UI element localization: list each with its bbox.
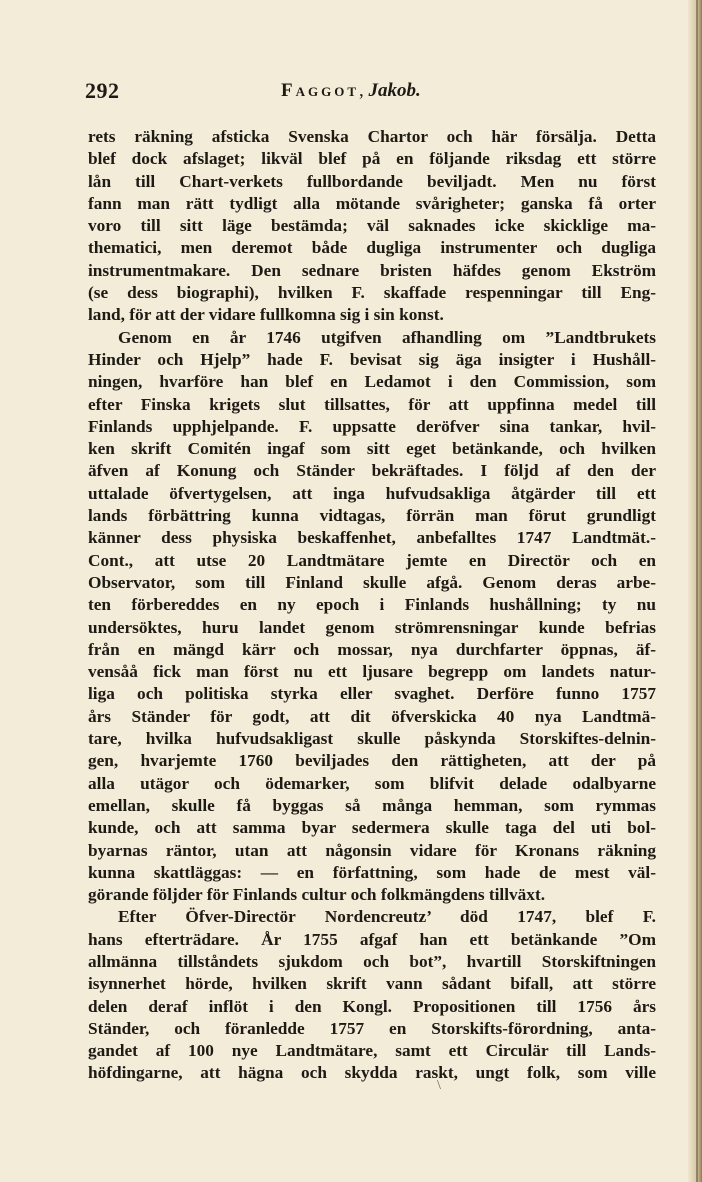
text-line: äfven af Konung och Ständer bekräftades. I följd af den der	[88, 461, 656, 481]
text-line: alla utägor och ödemarker, som blifvit delade odalbyarne	[88, 773, 656, 793]
text-line: års Ständer för godt, att dit öfverskicka 40 nya Landtmä-	[88, 706, 656, 726]
text-line: allmänna tillståndets sjukdom och bot”, hvartill Storskiftningen	[88, 951, 656, 971]
text-line: rets räkning afsticka Svenska Chartor och här försälja. Detta	[88, 127, 656, 146]
text-line-paragraph-start: Efter Öfver-Directör Nordencreutz’ död 1747, blef F.	[118, 907, 656, 927]
text-line: Observator, som till Finland skulle afgå. Genom deras arbe-	[88, 572, 656, 592]
page-header	[85, 78, 653, 108]
text-line: Hinder och Hjelp” hade F. bevisat sig äga insigter i Hushåll-	[88, 349, 656, 369]
text-line: instrumentmakare. Den sednare bristen häfdes genom Ekström	[88, 260, 656, 280]
text-line: gandet af 100 nye Landtmätare, samt ett Circulär till Lands-	[88, 1041, 656, 1061]
text-line: isynnerhet hörde, hvilken skrift vann sådant bifall, att större	[88, 974, 656, 994]
text-line: undersöktes, huru landet genom strömrensningar kunde befrias	[88, 617, 656, 637]
footer-mark: \	[437, 1078, 441, 1093]
text-line: blef dock afslaget; likväl blef på en följande riksdag ett större	[88, 149, 656, 169]
running-head: Faggot, Jakob.	[281, 80, 421, 101]
text-line: fann man rätt tydligt alla mötande svårigheter; ganska få orter	[88, 193, 656, 213]
text-line: kunna skattläggas: — en författning, som hade de mest väl-	[88, 862, 656, 882]
text-line: ningen, hvarföre han blef en Ledamot i den Commission, som	[88, 372, 656, 392]
text-line: tare, hvilka hufvudsakligast skulle påskynda Storskiftes-delnin-	[88, 729, 656, 749]
text-line: efter Finska krigets slut tillsattes, för att uppfinna medel till	[88, 394, 656, 414]
text-line: byarnas räntor, utan att någonsin vidare för Kronans räkning	[88, 840, 656, 860]
text-line: känner dess physiska beskaffenhet, anbefalltes 1747 Landtmät.-	[88, 528, 656, 548]
text-line-paragraph-start: Genom en år 1746 utgifven afhandling om ”Landtbrukets	[118, 327, 656, 347]
text-line: gen, hvarjemte 1760 beviljades den rättigheten, att der på	[88, 751, 656, 771]
body-text	[88, 126, 656, 1085]
text-line: lands förbättring kunna vidtagas, förrän man förut grundligt	[88, 506, 656, 526]
text-line: Ständer, och föranledde 1757 en Storskifts-förordning, anta-	[88, 1018, 656, 1038]
text-line: land, för att der vidare fullkomna sig i sin konst.	[88, 305, 444, 325]
text-line: från en mängd kärr och mossar, nya durchfarter öppnas, äf-	[88, 639, 656, 659]
text-line: görande följder för Finlands cultur och folkmängdens tillväxt.	[88, 885, 546, 905]
text-line: voro till sitt läge bestämda; väl saknades icke skicklige ma-	[88, 216, 656, 236]
page-number: 292	[85, 78, 120, 103]
text-line: Cont., att utse 20 Landtmätare jemte en Directör och en	[88, 550, 656, 570]
text-line: (se dess biographi), hvilken F. skaffade respenningar till Eng-	[88, 283, 656, 303]
text-line: emellan, skulle få byggas så många hemman, som rymmas	[88, 795, 656, 815]
text-line: thematici, men deremot både dugliga instrumenter och dugliga	[88, 238, 656, 258]
text-line: hans efterträdare. År 1755 afgaf han ett betänkande ”Om	[88, 929, 656, 949]
text-line: vensåå fick man först nu ett ljusare begrepp om landets natur-	[88, 662, 656, 682]
text-line: ken skrift Comitén ingaf som sitt eget betänkande, och hvilken	[88, 439, 656, 459]
text-line: uttalade öfvertygelsen, att inga hufvudsakliga åtgärder till ett	[88, 483, 656, 503]
text-line: delen deraf inflöt i den Kongl. Propositionen till 1756 års	[88, 996, 656, 1016]
text-line: Finlands upphjelpande. F. uppsatte deröfver sina tankar, hvil-	[88, 416, 656, 436]
text-line: kunde, och att samma byar sedermera skulle taga del uti bol-	[88, 818, 656, 838]
page-binding-edge	[688, 0, 702, 1182]
running-head-forename: Jakob.	[368, 80, 421, 101]
text-line: liga och politiska styrka eller svaghet. Derföre funno 1757	[88, 684, 656, 704]
text-line: lån till Chart-verkets fullbordande beviljadt. Men nu först	[88, 171, 656, 191]
running-head-surname: Faggot	[281, 80, 360, 101]
text-line: ten förbereddes en ny epoch i Finlands hushållning; ty nu	[88, 595, 656, 615]
text-line: höfdingarne, att hägna och skydda raskt, ungt folk, som ville	[88, 1063, 656, 1083]
